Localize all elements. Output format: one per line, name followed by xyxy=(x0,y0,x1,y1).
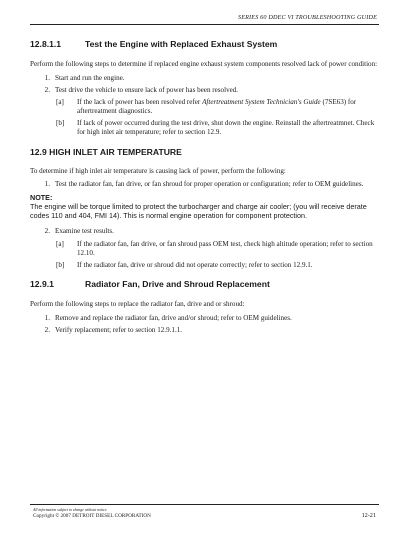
sub-list-item xyxy=(30,119,378,137)
list-number: 1. xyxy=(44,73,50,82)
section-intro: Perform the following steps to replace the radiator fan, drive and or shroud: xyxy=(30,300,245,309)
list-item xyxy=(30,74,378,83)
section-heading-12-8-1-1 xyxy=(30,39,378,49)
section-intro: Perform the following steps to determine if replaced engine exhaust system components resolved lack of power condition: xyxy=(30,60,378,68)
sub-list-item xyxy=(30,240,378,258)
sub-list-marker: [a] xyxy=(56,98,64,107)
footer-copyright: Copyright © 2007 DETROIT DIESEL CORPORATION xyxy=(33,513,151,519)
list-item xyxy=(30,86,378,95)
footer-rule xyxy=(30,504,379,505)
sub-list-item xyxy=(30,98,378,116)
section-title: Radiator Fan, Drive and Shroud Replacement xyxy=(85,279,270,290)
list-item xyxy=(30,180,378,189)
sub-list-text-post: (7SE63) for aftertreatment diagnostics. xyxy=(77,98,357,116)
guide-title-reference: Aftertreatment System Technician's Guide xyxy=(202,98,321,107)
section-heading-12-9: 12.9 HIGH INLET AIR TEMPERATURE xyxy=(30,146,182,157)
sub-list-item xyxy=(30,261,378,270)
list-number: 2. xyxy=(44,326,50,335)
list-text: Remove and replace the radiator fan, drive and/or shroud; refer to OEM guidelines. xyxy=(55,313,292,322)
section-title: Test the Engine with Replaced Exhaust System xyxy=(85,39,278,49)
note-heading: NOTE: xyxy=(30,192,53,202)
note-text: The engine will be torque limited to protect the turbocharger and charge air cooler; (you will receive derate codes 110 and 404, FMI 14). This is normal engine operation for component protection. xyxy=(30,201,367,220)
sub-list-text: If the radiator fan, drive or shroud did not operate correctly; refer to section 12.9.1. xyxy=(77,260,313,269)
list-text: Test drive the vehicle to ensure lack of power has been resolved. xyxy=(55,86,239,95)
sub-list-text: If lack of power occurred during the test drive, shut down the engine. Reinstall the aftertreatmnet. Check for high inlet air temperature; refer to section 12.9. xyxy=(77,119,375,137)
list-number: 1. xyxy=(44,313,50,322)
list-number: 1. xyxy=(44,180,50,189)
list-item xyxy=(30,227,378,236)
sub-list-text xyxy=(77,98,378,116)
sub-list-marker: [b] xyxy=(56,119,65,128)
section-number: 12.8.1.1 xyxy=(30,39,62,49)
list-text: Test the radiator fan, fan drive, or fan shroud for proper operation or configuration; refer to OEM guidelines. xyxy=(55,180,364,189)
sub-list-marker: [b] xyxy=(56,260,65,269)
list-item xyxy=(30,326,378,335)
section-intro: To determine if high inlet air temperature is causing lack of power, perform the following: xyxy=(30,166,286,175)
list-text: Verify replacement; refer to section 12.9.1.1. xyxy=(55,326,183,335)
footer-notice: All information subject to change without notice. xyxy=(33,508,108,512)
section-number: 12.9.1 xyxy=(30,279,54,290)
list-number: 2. xyxy=(44,227,50,236)
list-item xyxy=(30,314,378,323)
page-content xyxy=(30,39,378,339)
list-text: Start and run the engine. xyxy=(55,73,125,82)
sub-list-text: If the radiator fan, fan drive, or fan shroud pass OEM test, check high altitude operation; refer to section 12.10. xyxy=(77,239,373,257)
page-number: 12-21 xyxy=(361,512,376,519)
sub-list-marker: [a] xyxy=(56,239,64,248)
list-number: 2. xyxy=(44,86,50,95)
section-heading-12-9-1 xyxy=(30,279,378,289)
header-rule xyxy=(30,24,379,25)
list-text: Examine test results. xyxy=(55,227,114,236)
running-header: SERIES 60 DDEC VI TROUBLESHOOTING GUIDE xyxy=(237,14,377,21)
sub-list-text-pre: If the lack of power has been resolved refer xyxy=(77,98,203,107)
